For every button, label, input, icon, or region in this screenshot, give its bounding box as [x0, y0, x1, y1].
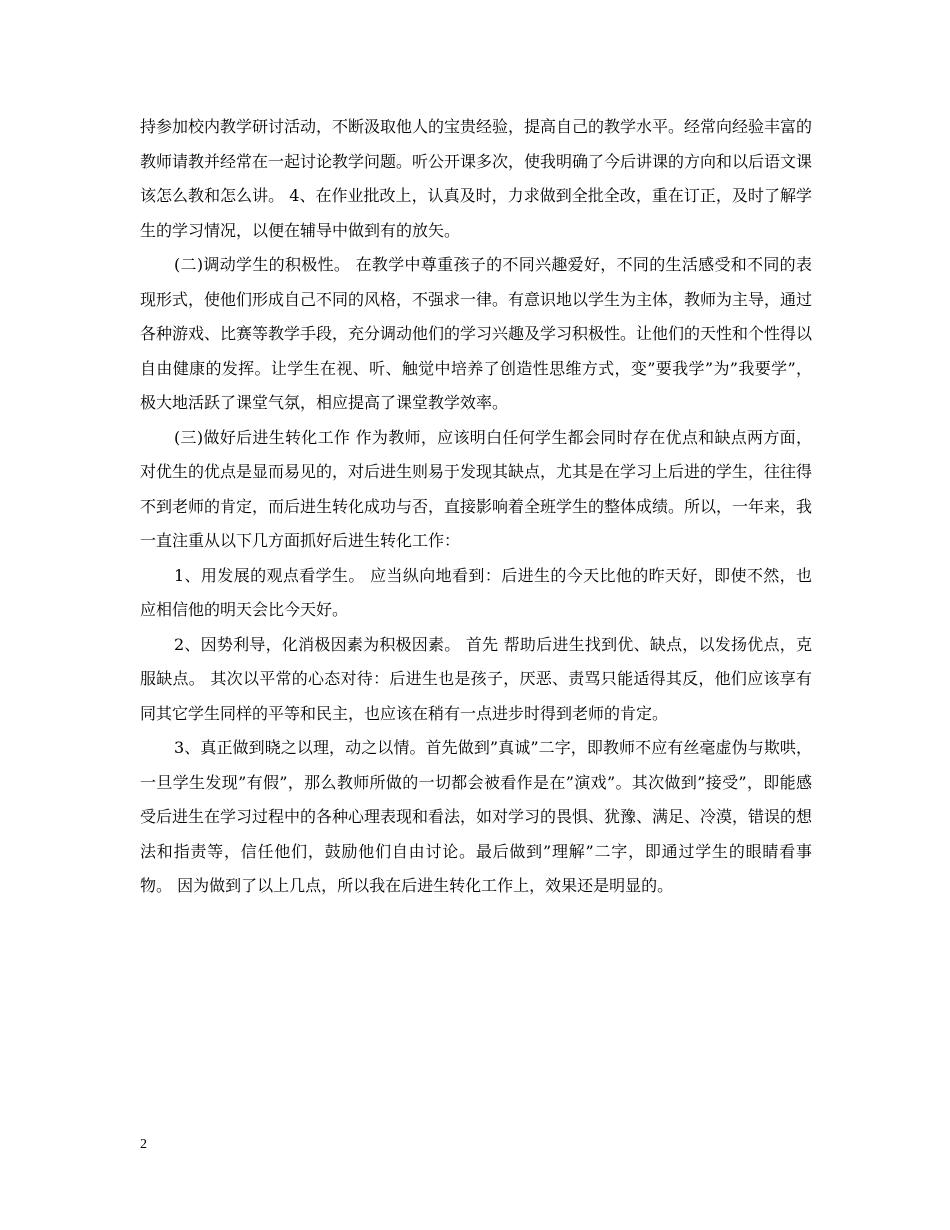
- paragraph: 2、因势利导，化消极因素为积极因素。 首先 帮助后进生找到优、缺点，以发扬优点，克服缺点。 其次以平常的心态对待：后进生也是孩子，厌恶、责骂只能适得其反，他们应该享有同其它学生同样的平等和民主，也应该在稍有一点进步时得到老师的肯定。: [140, 634, 812, 723]
- paragraph: 3、真正做到晓之以理，动之以情。首先做到”真诚”二字，即教师不应有丝毫虚伪与欺哄，一旦学生发现”有假”，那么教师所做的一切都会被看作是在”演戏”。其次做到”接受”，即能感受后进生在学习过程中的各种心理表现和看法，如对学习的畏惧、犹豫、满足、冷漠，错误的想法和指责等，信任他们，鼓励他们自由讨论。最后做到”理解”二字，即通过学生的眼睛看事物。 因为做到了以上几点，所以我在后进生转化工作上，效果还是明显的。: [140, 738, 813, 895]
- document-body: [140, 110, 812, 904]
- page-number: 2: [140, 1137, 147, 1152]
- paragraph: (三)做好后进生转化工作 作为教师，应该明白任何学生都会同时存在优点和缺点两方面，对优生的优点是显而易见的，对后进生则易于发现其缺点，尤其是在学习上后进的学生，往往得不到老师的肯定，而后进生转化成功与否，直接影响着全班学生的整体成绩。所以，一年来，我一直注重从以下几方面抓好后进生转化工作：: [140, 427, 813, 550]
- paragraph: 1、用发展的观点看学生。 应当纵向地看到：后进生的今天比他的昨天好，即使不然，也应相信他的明天会比今天好。: [140, 565, 812, 619]
- paragraph: 持参加校内教学研讨活动，不断汲取他人的宝贵经验，提高自己的教学水平。经常向经验丰富的教师请教并经常在一起讨论教学问题。听公开课多次，使我明确了今后讲课的方向和以后语文课该怎么教和怎么讲。 4、在作业批改上，认真及时，力求做到全批全改，重在订正，及时了解学生的学习情况，以便在辅导中做到有的放矢。: [140, 117, 813, 240]
- paragraph: (二)调动学生的积极性。 在教学中尊重孩子的不同兴趣爱好，不同的生活感受和不同的表现形式，使他们形成自己不同的风格，不强求一律。有意识地以学生为主体，教师为主导，通过各种游戏、比赛等教学手段，充分调动他们的学习兴趣及学习积极性。让他们的天性和个性得以自由健康的发挥。让学生在视、听、触觉中培养了创造性思维方式，变”要我学”为”我要学”，极大地活跃了课堂气氛，相应提高了课堂教学效率。: [140, 255, 813, 412]
